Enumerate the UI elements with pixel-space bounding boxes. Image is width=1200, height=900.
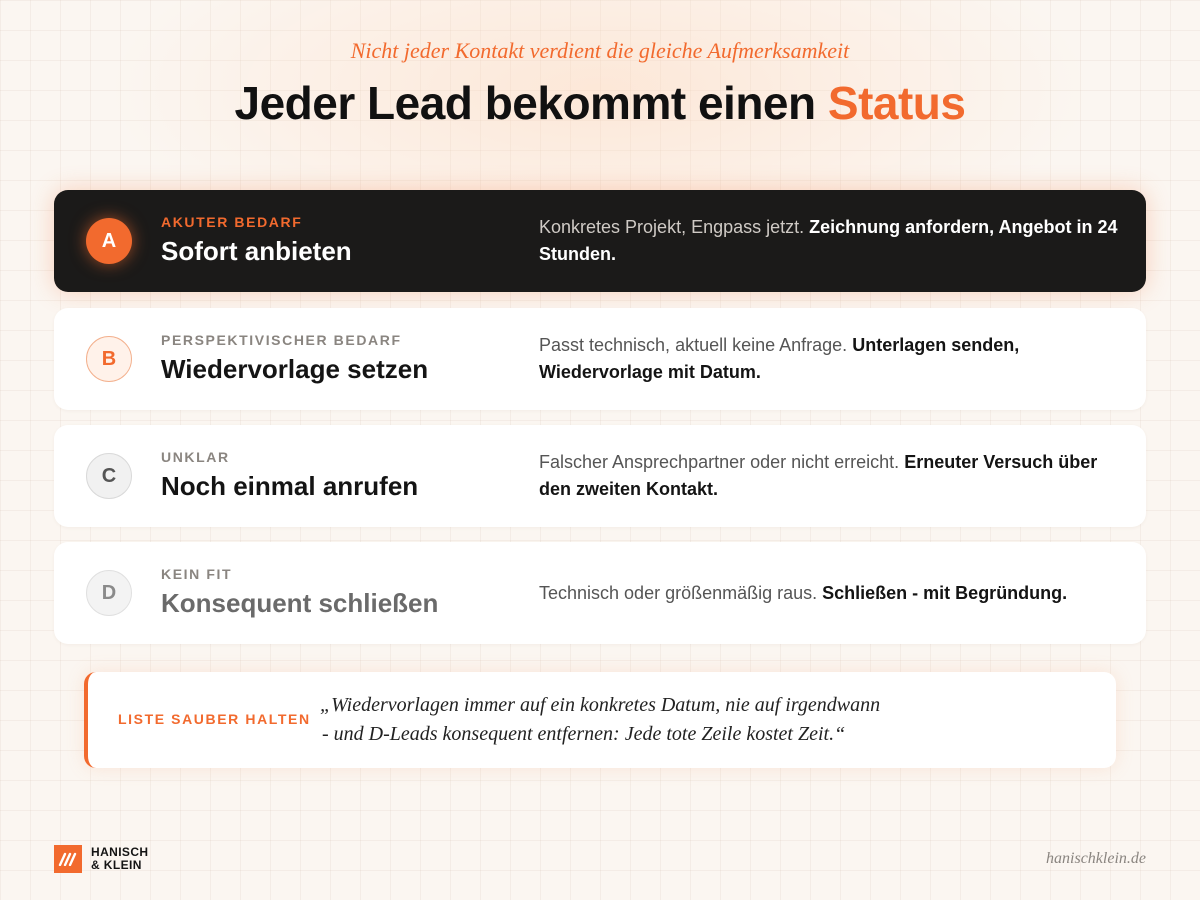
status-heading: Wiedervorlage setzen (161, 354, 429, 384)
status-kicker: AKUTER BEDARF (161, 214, 303, 230)
status-desc-bold: Zeichnung anfordern, Angebot in 24 Stunden. (539, 217, 1118, 264)
status-kicker: UNKLAR (161, 449, 230, 465)
brand-name-line-1: HANISCH (91, 845, 149, 859)
eyebrow-subtitle: Nicht jeder Kontakt verdient die gleiche Aufmerksamkeit (350, 38, 850, 63)
status-desc-plain: Passt technisch, aktuell keine Anfrage. (539, 335, 848, 355)
status-label-block (161, 566, 438, 619)
status-card-a (54, 190, 1146, 292)
status-description (539, 449, 1129, 503)
title-accent: Status (827, 77, 966, 129)
status-label-block (161, 214, 352, 267)
status-label-block (161, 332, 428, 385)
tip-callout (84, 672, 1116, 768)
tip-quote-line-2: - und D-Leads konsequent entfernen: Jede tote Zeile kostet Zeit.“ (322, 723, 846, 745)
status-badge-d: D (86, 570, 132, 616)
status-desc-plain: Technisch oder größenmäßig raus. (539, 583, 818, 603)
page-title (0, 76, 1200, 130)
tip-label: LISTE SAUBER HALTEN (118, 711, 311, 727)
status-card-d (54, 542, 1146, 644)
status-heading: Sofort anbieten (161, 236, 352, 266)
status-description (539, 332, 1129, 386)
status-card-b (54, 308, 1146, 410)
tip-quote (320, 691, 920, 749)
status-card-c (54, 425, 1146, 527)
status-desc-bold: Schließen - mit Begründung. (822, 583, 1068, 603)
status-description (539, 580, 1129, 607)
status-desc-plain: Konkretes Projekt, Engpass jetzt. (539, 217, 805, 237)
status-desc-plain: Falscher Ansprechpartner oder nicht erreicht. (539, 452, 900, 472)
website-url: hanischklein.de (1046, 850, 1146, 867)
status-badge-a: A (86, 218, 132, 264)
status-kicker: KEIN FIT (161, 566, 233, 582)
status-badge-c: C (86, 453, 132, 499)
status-description (539, 214, 1129, 268)
brand-name (91, 846, 148, 872)
hk-logo-icon (54, 845, 82, 873)
status-desc-bold: Erneuter Versuch über den zweiten Kontakt. (539, 452, 1098, 499)
title-main: Jeder Lead bekommt einen (234, 77, 816, 129)
status-label-block (161, 449, 418, 502)
brand-name-line-2: & KLEIN (91, 858, 142, 872)
brand-logo (54, 845, 148, 873)
status-kicker: PERSPEKTIVISCHER BEDARF (161, 332, 402, 348)
tip-quote-line-1: „Wiedervorlagen immer auf ein konkretes Datum, nie auf irgendwann (320, 694, 881, 716)
status-heading: Noch einmal anrufen (161, 471, 419, 501)
status-heading: Konsequent schließen (161, 588, 439, 618)
status-badge-b: B (86, 336, 132, 382)
status-desc-bold: Unterlagen senden, Wiedervorlage mit Datum. (539, 335, 1020, 382)
